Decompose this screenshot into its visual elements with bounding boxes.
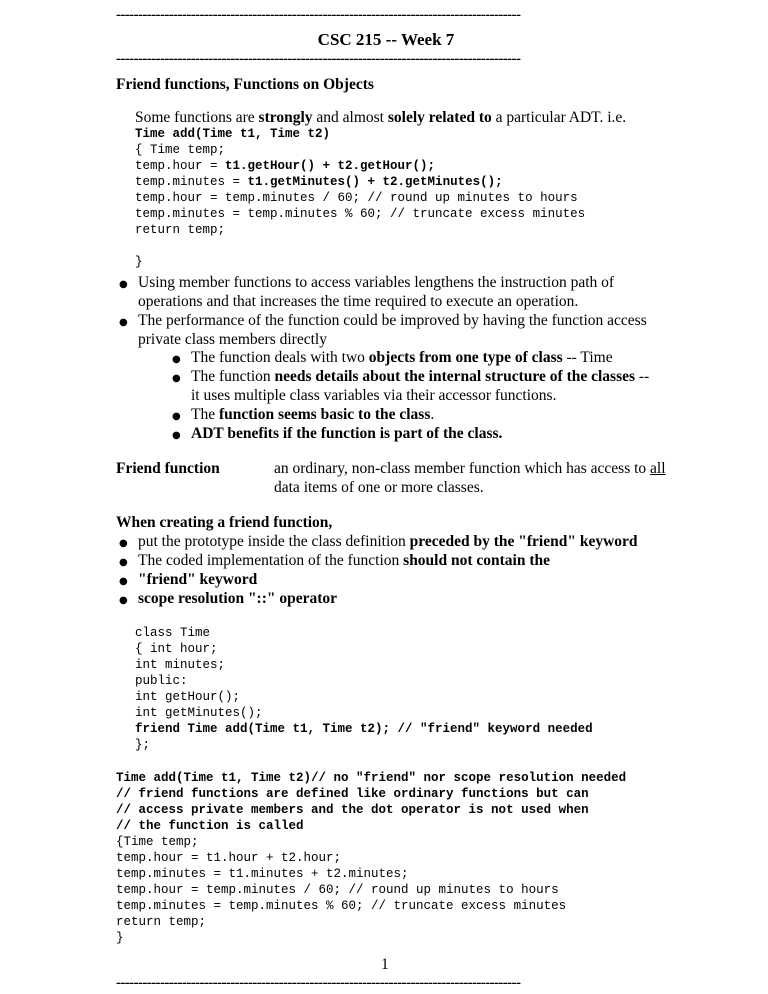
code-line: int getHour();: [135, 690, 241, 704]
section-heading: When creating a friend function,: [116, 514, 333, 531]
sub-list-item: [191, 406, 434, 424]
list-item: [138, 552, 550, 570]
code-line: temp.minutes = temp.minutes % 60; // truncate excess minutes: [135, 207, 586, 221]
list-item: "friend" keyword: [138, 571, 258, 588]
code-line: // friend functions are defined like ordinary functions but can: [116, 787, 589, 801]
code-line: friend Time add(Time t1, Time t2); // "friend" keyword needed: [135, 722, 593, 736]
code-line: }: [116, 931, 124, 945]
code-line: temp.minutes = t1.minutes + t2.minutes;: [116, 867, 409, 881]
code-line: // access private members and the dot operator is not used when: [116, 803, 589, 817]
intro-text-2: and almost: [312, 109, 388, 126]
page-number: 1: [381, 956, 389, 973]
intro-text-3: a particular ADT. i.e.: [491, 109, 627, 126]
list-item: scope resolution "::" operator: [138, 590, 338, 607]
text: .: [430, 406, 435, 423]
top-rule: --------------------------------------------------------------------------------------------: [116, 7, 521, 23]
text: The coded implementation of the function: [138, 552, 404, 569]
code-bold: t1.getHour() + t2.getHour();: [225, 159, 436, 173]
bullet-icon: ●: [119, 595, 128, 606]
sub-list-item: ADT benefits if the function is part of the class.: [191, 425, 503, 442]
code-line: [135, 175, 503, 189]
code-text: temp.minutes =: [135, 175, 248, 189]
text: put the prototype inside the class definition: [138, 533, 410, 550]
text: an ordinary, non-class member function which has access to: [274, 460, 651, 477]
bullet-icon: ●: [119, 538, 128, 549]
list-item: Using member functions to access variables lengthens the instruction path of: [138, 274, 615, 291]
bold-text: preceded by the "friend" keyword: [409, 533, 638, 550]
bold-text: objects from one type of class: [368, 349, 563, 366]
bullet-icon: ●: [172, 411, 181, 422]
bottom-rule: --------------------------------------------------------------------------------------------: [116, 975, 521, 991]
bold-text: should not contain the: [403, 552, 551, 569]
intro-bold-2: solely related to: [387, 109, 492, 126]
code-line: {Time temp;: [116, 835, 199, 849]
bullet-icon: ●: [172, 430, 181, 441]
list-item: private class members directly: [138, 331, 327, 348]
sub-list-item: it uses multiple class variables via their accessor functions.: [191, 387, 557, 404]
sub-list-item: [191, 368, 649, 386]
code-line: // the function is called: [116, 819, 304, 833]
definition-text: data items of one or more classes.: [274, 479, 484, 496]
section-heading: Friend functions, Functions on Objects: [116, 76, 374, 93]
code-line: { Time temp;: [135, 143, 226, 157]
bullet-icon: ●: [119, 317, 128, 328]
code-line: temp.hour = temp.minutes / 60; // round up minutes to hours: [116, 883, 559, 897]
code-line: Time add(Time t1, Time t2)// no "friend" nor scope resolution needed: [116, 771, 627, 785]
code-line: int minutes;: [135, 658, 226, 672]
title-rule: --------------------------------------------------------------------------------------------: [116, 51, 521, 67]
list-item: operations and that increases the time required to execute an operation.: [138, 293, 579, 310]
code-line: temp.hour = t1.hour + t2.hour;: [116, 851, 342, 865]
code-line: temp.hour = temp.minutes / 60; // round up minutes to hours: [135, 191, 578, 205]
list-item: [138, 533, 638, 551]
bullet-icon: ●: [119, 279, 128, 290]
code-line: return temp;: [116, 915, 207, 929]
sub-list-item: [191, 349, 613, 367]
code-text: temp.hour =: [135, 159, 226, 173]
code-line: public:: [135, 674, 188, 688]
list-item: The performance of the function could be improved by having the function access: [138, 312, 647, 329]
underlined-text: all: [650, 460, 666, 477]
text: The function: [191, 368, 275, 385]
bullet-icon: ●: [172, 373, 181, 384]
intro-text-1: Some functions are: [135, 109, 259, 126]
intro-bold-1: strongly: [258, 109, 313, 126]
definition-term: Friend function: [116, 460, 220, 477]
code-line: temp.minutes = temp.minutes % 60; // truncate excess minutes: [116, 899, 567, 913]
code-line: int getMinutes();: [135, 706, 263, 720]
definition-text: [274, 460, 666, 478]
page-title: CSC 215 -- Week 7: [317, 30, 455, 49]
text: The function deals with two: [191, 349, 369, 366]
bullet-icon: ●: [172, 354, 181, 365]
bold-text: function seems basic to the class: [218, 406, 431, 423]
code-line: class Time: [135, 626, 211, 640]
text: The: [191, 406, 219, 423]
code-bold: t1.getMinutes() + t2.getMinutes();: [247, 175, 503, 189]
bullet-icon: ●: [119, 576, 128, 587]
code-line: Time add(Time t1, Time t2): [135, 127, 331, 141]
bullet-icon: ●: [119, 557, 128, 568]
code-line: }: [135, 255, 143, 269]
text: -- Time: [562, 349, 613, 366]
code-line: { int hour;: [135, 642, 218, 656]
text: --: [635, 368, 650, 385]
intro-paragraph: [135, 109, 626, 127]
bold-text: needs details about the internal structure of the classes: [274, 368, 636, 385]
code-line: [135, 159, 435, 173]
code-line: return temp;: [135, 223, 226, 237]
code-line: };: [135, 738, 151, 752]
